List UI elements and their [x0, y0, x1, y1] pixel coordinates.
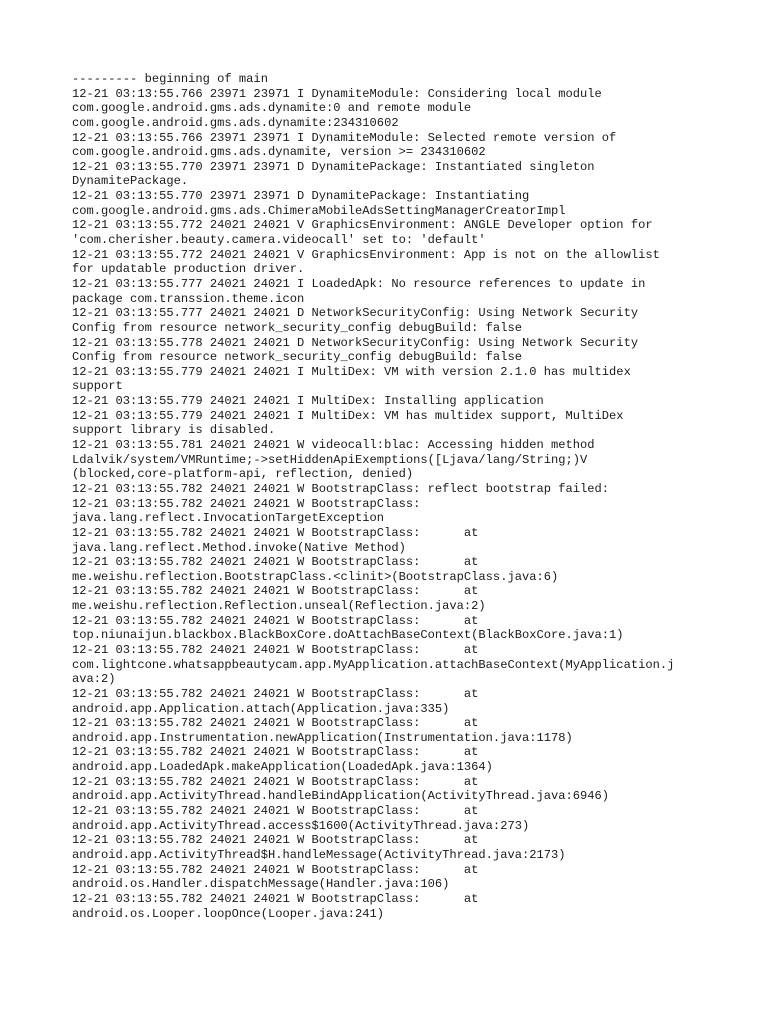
- log-line: ava:2): [72, 672, 116, 687]
- log-line: 12-21 03:13:55.782 24021 24021 W BootstrapClass: at: [72, 525, 479, 540]
- log-line: 12-21 03:13:55.766 23971 23971 I DynamiteModule: Selected remote version of: [72, 130, 617, 145]
- log-line: 12-21 03:13:55.779 24021 24021 I MultiDex: VM with version 2.1.0 has multidex: [72, 364, 631, 379]
- log-line: android.app.LoadedApk.makeApplication(LoadedApk.java:1364): [72, 760, 493, 775]
- log-line: 12-21 03:13:55.782 24021 24021 W BootstrapClass: at: [72, 613, 479, 628]
- log-line: 12-21 03:13:55.782 24021 24021 W BootstrapClass: at: [72, 555, 479, 570]
- log-line: 12-21 03:13:55.781 24021 24021 W videocall:blac: Accessing hidden method: [72, 438, 595, 453]
- logcat-output: [72, 72, 712, 921]
- log-line: 12-21 03:13:55.772 24021 24021 V GraphicsEnvironment: ANGLE Developer option for: [72, 218, 653, 233]
- log-line: 12-21 03:13:55.777 24021 24021 D NetworkSecurityConfig: Using Network Security: [72, 306, 639, 321]
- log-line: --------- beginning of main: [72, 72, 268, 86]
- log-line: me.weishu.reflection.BootstrapClass.<clinit>(BootstrapClass.java:6): [72, 569, 559, 584]
- log-line: 12-21 03:13:55.782 24021 24021 W BootstrapClass: at: [72, 891, 479, 906]
- log-line: com.google.android.gms.ads.dynamite:234310602: [72, 115, 399, 130]
- log-line: support library is disabled.: [72, 423, 276, 438]
- log-line: package com.transsion.theme.icon: [72, 291, 305, 306]
- log-line: com.lightcone.whatsappbeautycam.app.MyApplication.attachBaseContext(MyApplication.j: [72, 657, 675, 672]
- log-line: com.google.android.gms.ads.ChimeraMobileAdsSettingManagerCreatorImpl: [72, 203, 566, 218]
- log-line: android.app.ActivityThread$H.handleMessage(ActivityThread.java:2173): [72, 847, 566, 862]
- log-line: 12-21 03:13:55.782 24021 24021 W BootstrapClass: at: [72, 833, 479, 848]
- log-line: Ldalvik/system/VMRuntime;->setHiddenApiExemptions([Ljava/lang/String;)V: [72, 452, 588, 467]
- log-line: com.google.android.gms.ads.dynamite:0 and remote module: [72, 101, 472, 116]
- log-line: support: [72, 379, 123, 394]
- log-line: 12-21 03:13:55.782 24021 24021 W BootstrapClass: at: [72, 642, 479, 657]
- log-line: 12-21 03:13:55.782 24021 24021 W BootstrapClass: at: [72, 686, 479, 701]
- log-line: android.os.Looper.loopOnce(Looper.java:241): [72, 906, 385, 921]
- log-line: 12-21 03:13:55.782 24021 24021 W BootstrapClass: at: [72, 745, 479, 760]
- log-line: android.app.ActivityThread.access$1600(ActivityThread.java:273): [72, 818, 530, 833]
- log-line: me.weishu.reflection.Reflection.unseal(Reflection.java:2): [72, 599, 486, 614]
- log-line: 12-21 03:13:55.770 23971 23971 D DynamitePackage: Instantiating: [72, 189, 530, 204]
- log-line: 12-21 03:13:55.766 23971 23971 I DynamiteModule: Considering local module: [72, 86, 602, 101]
- log-line: java.lang.reflect.InvocationTargetException: [72, 511, 385, 526]
- log-line: android.os.Handler.dispatchMessage(Handler.java:106): [72, 877, 450, 892]
- log-line: for updatable production driver.: [72, 262, 305, 277]
- log-line: DynamitePackage.: [72, 174, 189, 189]
- log-line: 12-21 03:13:55.772 24021 24021 V GraphicsEnvironment: App is not on the allowlist: [72, 247, 660, 262]
- log-line: 12-21 03:13:55.782 24021 24021 W BootstrapClass:: [72, 496, 421, 511]
- log-line: android.app.Application.attach(Application.java:335): [72, 701, 450, 716]
- log-line: 12-21 03:13:55.782 24021 24021 W BootstrapClass: reflect bootstrap failed:: [72, 481, 610, 496]
- log-line: 12-21 03:13:55.782 24021 24021 W BootstrapClass: at: [72, 584, 479, 599]
- log-line: 12-21 03:13:55.782 24021 24021 W BootstrapClass: at: [72, 804, 479, 819]
- log-line: top.niunaijun.blackbox.BlackBoxCore.doAttachBaseContext(BlackBoxCore.java:1): [72, 628, 624, 643]
- log-line: 12-21 03:13:55.777 24021 24021 I LoadedApk: No resource references to update in: [72, 276, 646, 291]
- log-line: 'com.cherisher.beauty.camera.videocall' set to: 'default': [72, 233, 486, 248]
- log-line: 12-21 03:13:55.782 24021 24021 W BootstrapClass: at: [72, 774, 479, 789]
- log-line: 12-21 03:13:55.778 24021 24021 D NetworkSecurityConfig: Using Network Security: [72, 335, 639, 350]
- log-line: android.app.Instrumentation.newApplication(Instrumentation.java:1178): [72, 730, 573, 745]
- log-line: Config from resource network_security_config debugBuild: false: [72, 350, 522, 365]
- log-line: 12-21 03:13:55.770 23971 23971 D DynamitePackage: Instantiated singleton: [72, 159, 595, 174]
- log-line: 12-21 03:13:55.779 24021 24021 I MultiDex: VM has multidex support, MultiDex: [72, 408, 624, 423]
- log-line: com.google.android.gms.ads.dynamite, version >= 234310602: [72, 145, 486, 160]
- log-line: java.lang.reflect.Method.invoke(Native Method): [72, 540, 406, 555]
- log-line: 12-21 03:13:55.779 24021 24021 I MultiDex: Installing application: [72, 394, 544, 409]
- log-line: android.app.ActivityThread.handleBindApplication(ActivityThread.java:6946): [72, 789, 610, 804]
- log-line: 12-21 03:13:55.782 24021 24021 W BootstrapClass: at: [72, 862, 479, 877]
- log-line: (blocked,core-platform-api, reflection, denied): [72, 467, 414, 482]
- log-line: Config from resource network_security_config debugBuild: false: [72, 320, 522, 335]
- log-line: 12-21 03:13:55.782 24021 24021 W BootstrapClass: at: [72, 716, 479, 731]
